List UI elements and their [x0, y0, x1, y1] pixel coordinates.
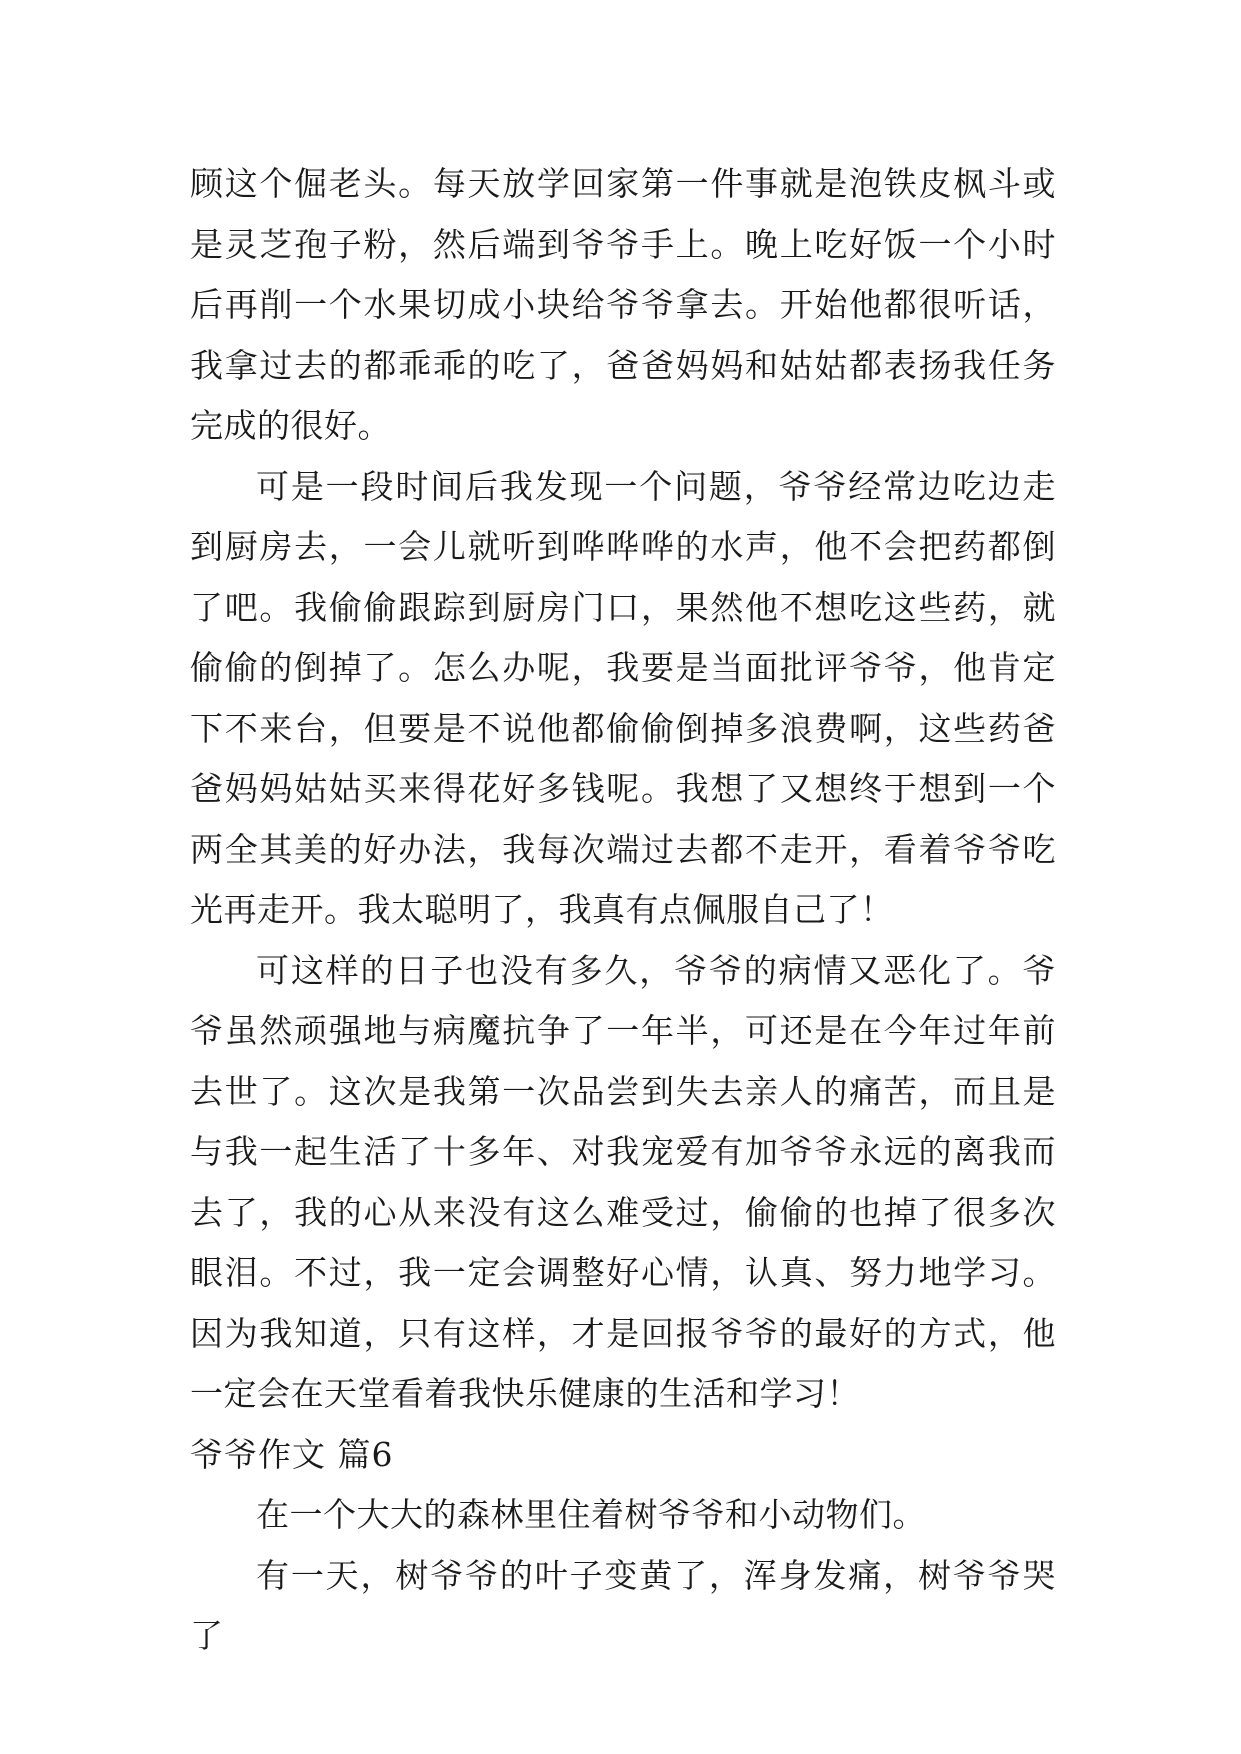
- paragraph: 可是一段时间后我发现一个问题，爷爷经常边吃边走到厨房去，一会儿就听到哗哗哗的水声，他不会把药都倒了吧。我偷偷跟踪到厨房门口，果然他不想吃这些药，就偷偷的倒掉了。怎么办呢，我要是当面批评爷爷，他肯定下不来台，但要是不说他都偷偷倒掉多浪费啊，这些药爸爸妈妈姑姑买来得花好多钱呢。我想了又想终于想到一个两全其美的好办法，我每次端过去都不走开，看着爷爷吃光再走开。我太聪明了，我真有点佩服自己了！: [190, 466, 1056, 929]
- paragraph-continued: 顾这个倔老头。每天放学回家第一件事就是泡铁皮枫斗或是灵芝孢子粉，然后端到爷爷手上。晚上吃好饭一个小时后再削一个水果切成小块给爷爷拿去。开始他都很听话，我拿过去的都乖乖的吃了，爸爸妈妈和姑姑都表扬我任务完成的很好。: [190, 164, 1056, 445]
- section-heading: 爷爷作文 篇6: [190, 1434, 394, 1474]
- document-body: [190, 154, 1056, 1667]
- paragraph: 可这样的日子也没有多久，爷爷的病情又恶化了。爷爷虽然顽强地与病魔抗争了一年半，可还是在今年过年前去世了。这次是我第一次品尝到失去亲人的痛苦，而且是与我一起生活了十多年、对我宠爱有加爷爷永远的离我而去了，我的心从来没有这么难受过，偷偷的也掉了很多次眼泪。不过，我一定会调整好心情，认真、努力地学习。因为我知道，只有这样，才是回报爷爷的最好的方式，他一定会在天堂看着我快乐健康的生活和学习！: [190, 950, 1056, 1413]
- paragraph: 有一天，树爷爷的叶子变黄了，浑身发痛，树爷爷哭了: [190, 1555, 1056, 1655]
- paragraph: 在一个大大的森林里住着树爷爷和小动物们。: [256, 1495, 926, 1534]
